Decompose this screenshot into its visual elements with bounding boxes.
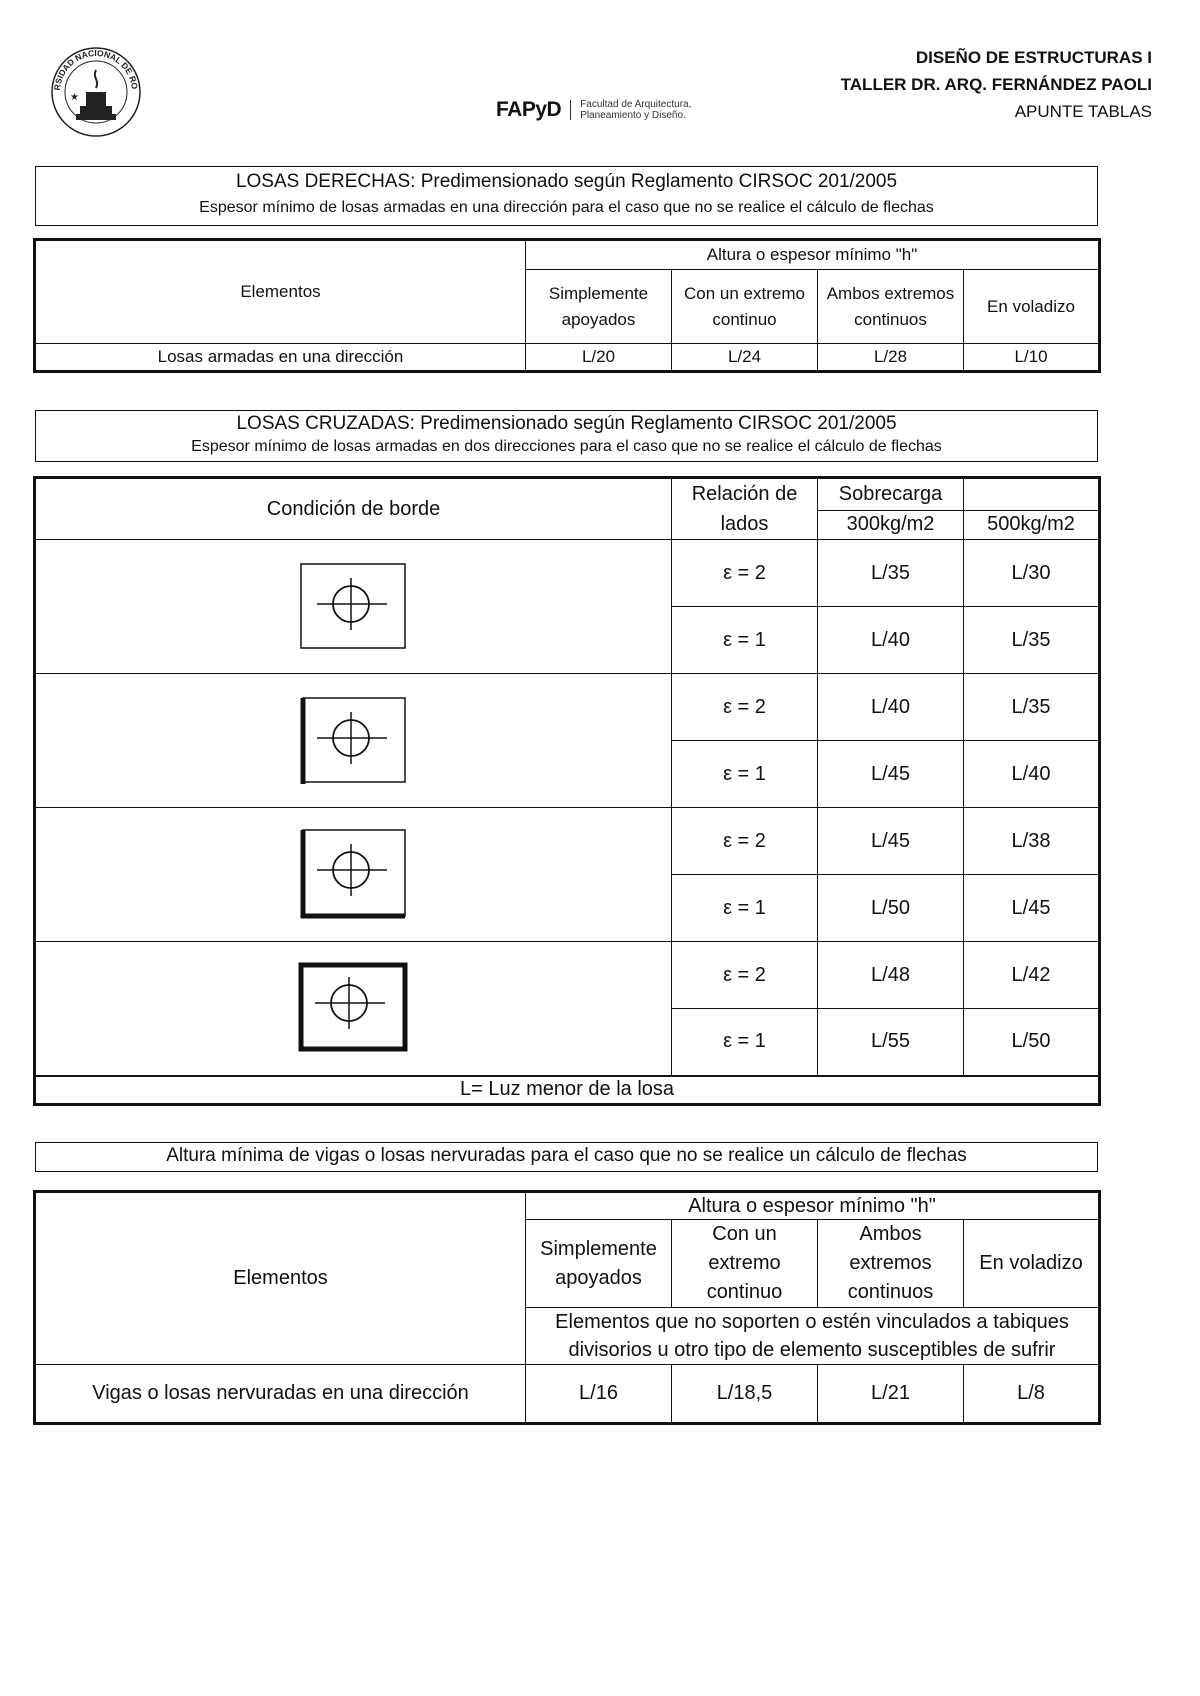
- value-300: L/50: [818, 875, 964, 942]
- beams-table: [35, 1192, 1099, 1423]
- value-500: L/40: [964, 741, 1099, 808]
- section1-title: LOSAS DERECHAS: Predimensionado según Reglamento CIRSOC 201/2005: [235, 171, 898, 192]
- section3-title-box: [35, 1142, 1098, 1172]
- ratio-cell: ε = 2: [672, 808, 818, 875]
- value-500: L/30: [964, 540, 1099, 607]
- workshop-title: TALLER DR. ARQ. FERNÁNDEZ PAOLI: [840, 75, 1152, 94]
- ratio-cell: ε = 2: [672, 540, 818, 607]
- document-title: APUNTE TABLAS: [1014, 102, 1152, 121]
- col-header: Simplemente apoyados: [526, 270, 672, 344]
- one-way-slabs-table: [35, 240, 1099, 371]
- table-cell: L/21: [818, 1365, 964, 1423]
- edge-condition-free: [36, 540, 672, 674]
- section2-title: LOSAS CRUZADAS: Predimensionado según Reglamento CIRSOC 201/2005: [236, 413, 897, 434]
- slab-one-edge-icon: [299, 696, 409, 786]
- col-header: Ambos extremos continuos: [818, 1220, 964, 1308]
- slab-free-edges-icon: [299, 562, 409, 652]
- fapyd-caption-line1: Facultad de Arquitectura,: [580, 99, 692, 110]
- ratio-cell: ε = 1: [672, 1009, 818, 1076]
- table-cell: L/28: [818, 344, 964, 371]
- fapyd-caption: [580, 99, 691, 121]
- note-cell: Elementos que no soporten o estén vinculados a tabiques divisorios u otro tipo de elemento susceptibles de sufrir: [526, 1308, 1099, 1365]
- col-header: Ambos extremos continuos: [818, 270, 964, 344]
- table-cell: L/18,5: [672, 1365, 818, 1423]
- value-500: L/35: [964, 607, 1099, 674]
- col-header: Con un extremo continuo: [672, 1220, 818, 1308]
- value-500: L/50: [964, 1009, 1099, 1076]
- svg-text:UNIVERSIDAD NACIONAL DE ROSARI: RSIDAD NACIONAL DE RO: [51, 47, 140, 91]
- col-header-elementos: Elementos: [36, 241, 526, 344]
- ratio-cell: ε = 1: [672, 741, 818, 808]
- value-300: L/35: [818, 540, 964, 607]
- value-300: L/40: [818, 607, 964, 674]
- fapyd-caption-line2: Planeamiento y Diseño.: [580, 110, 686, 121]
- section1-subtitle: Espesor mínimo de losas armadas en una dirección para el caso que no se realice el cálculo de flechas: [199, 199, 934, 216]
- value-300: L/45: [818, 741, 964, 808]
- table-cell: L/10: [964, 344, 1099, 371]
- course-title: DISEÑO DE ESTRUCTURAS I: [915, 48, 1152, 67]
- footnote: L= Luz menor de la losa: [36, 1076, 1099, 1104]
- col-header-relacion: Relación de lados: [672, 479, 818, 540]
- fapyd-mark: FAPyD: [496, 98, 562, 121]
- col-group-header: Altura o espesor mínimo "h": [526, 1193, 1099, 1220]
- ratio-cell: ε = 2: [672, 674, 818, 741]
- slab-all-edges-icon: [297, 961, 411, 1055]
- col-header: Con un extremo continuo: [672, 270, 818, 344]
- row-label: Vigas o losas nervuradas en una dirección: [36, 1365, 526, 1423]
- value-300: L/40: [818, 674, 964, 741]
- fapyd-logo: [496, 98, 691, 122]
- value-500: L/35: [964, 674, 1099, 741]
- table-cell: L/16: [526, 1365, 672, 1423]
- col-group-header: Altura o espesor mínimo "h": [526, 241, 1099, 270]
- col-header-300: 300kg/m2: [818, 510, 964, 539]
- col-header-condicion: Condición de borde: [36, 479, 672, 540]
- document-header: [841, 44, 1152, 125]
- col-header: En voladizo: [964, 1220, 1099, 1308]
- two-way-slabs-table: [35, 478, 1099, 1104]
- ratio-cell: ε = 2: [672, 942, 818, 1009]
- edge-condition-two-continuous: [36, 808, 672, 942]
- svg-text:★: ★: [70, 92, 79, 103]
- section2-subtitle: Espesor mínimo de losas armadas en dos direcciones para el caso que no se realice el cálculo de flechas: [191, 438, 942, 455]
- col-header-500: 500kg/m2: [964, 510, 1099, 539]
- table-cell: L/24: [672, 344, 818, 371]
- value-500: L/45: [964, 875, 1099, 942]
- logo-divider: [570, 100, 571, 120]
- col-header: En voladizo: [964, 270, 1099, 344]
- ratio-cell: ε = 1: [672, 875, 818, 942]
- value-300: L/45: [818, 808, 964, 875]
- col-header-sobrecarga: Sobrecarga: [818, 479, 964, 511]
- value-500: L/42: [964, 942, 1099, 1009]
- row-label: Losas armadas en una dirección: [36, 344, 526, 371]
- value-300: L/48: [818, 942, 964, 1009]
- empty-header-cell: [964, 479, 1099, 511]
- section2-title-box: [35, 410, 1098, 462]
- table-cell: L/20: [526, 344, 672, 371]
- university-seal-logo: [48, 42, 144, 138]
- value-500: L/38: [964, 808, 1099, 875]
- edge-condition-all-continuous: [36, 942, 672, 1076]
- table-cell: L/8: [964, 1365, 1099, 1423]
- section1-title-box: [35, 166, 1098, 226]
- section3-title: Altura mínima de vigas o losas nervuradas para el caso que no se realice un cálculo de flechas: [166, 1145, 967, 1166]
- edge-condition-one-continuous: [36, 674, 672, 808]
- slab-two-edges-icon: [299, 828, 409, 922]
- ratio-cell: ε = 1: [672, 607, 818, 674]
- col-header: Simplemente apoyados: [526, 1220, 672, 1308]
- value-300: L/55: [818, 1009, 964, 1076]
- col-header-elementos: Elementos: [36, 1193, 526, 1365]
